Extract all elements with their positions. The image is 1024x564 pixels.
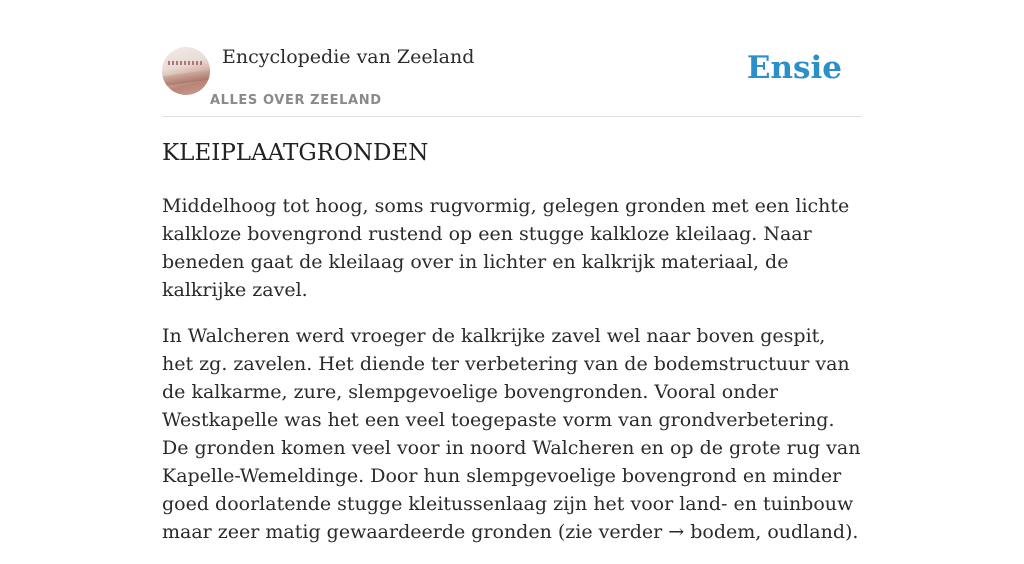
closing-text: ).: [845, 521, 859, 543]
link-bodem[interactable]: bodem: [690, 521, 756, 543]
paragraph: Middelhoog tot hoog, soms rugvormig, gelegen gronden met een lichte kalkloze bovengrond rustend op een stugge kalkloze kleilaag. Naar beneden gaat de kleilaag over in lichter en kalkrijk materiaal, de kalkrijke zavel.: [162, 195, 850, 301]
ensie-logo[interactable]: Ensie: [746, 50, 842, 86]
avatar-detail: [162, 70, 210, 87]
separator: ,: [755, 521, 768, 543]
paragraph: [162, 322, 862, 546]
article-body: [162, 192, 862, 564]
site-title[interactable]: Encyclopedie van Zeeland: [222, 46, 475, 68]
site-avatar[interactable]: [162, 47, 210, 95]
paragraph-text: In Walcheren werd vroeger de kalkrijke zavel wel naar boven gespit, het zg. zavelen. Het diende ter verbetering van de bodemstructuur van de kalkarme, zure, slempgevoelige bovengronden. Vooral onder Westkapelle was het een veel toegepaste vorm van grondverbetering. De gronden komen veel voor in noord Walcheren en op de grote rug van Kapelle-Wemeldinge. Door hun slempgevoelige bovengrond en minder goed doorlatende stugge kleitussenlaag zijn het voor land- en tuinbouw maar zeer matig gewaardeerde gronden (zie verder: [162, 325, 861, 543]
link-oudland[interactable]: oudland: [767, 521, 845, 543]
site-subtitle: ALLES OVER ZEELAND: [210, 93, 382, 108]
arrow-icon: →: [668, 521, 685, 543]
avatar-detail: [168, 61, 202, 65]
page-title: KLEIPLAATGRONDEN: [162, 140, 429, 166]
site-header: [162, 0, 862, 117]
